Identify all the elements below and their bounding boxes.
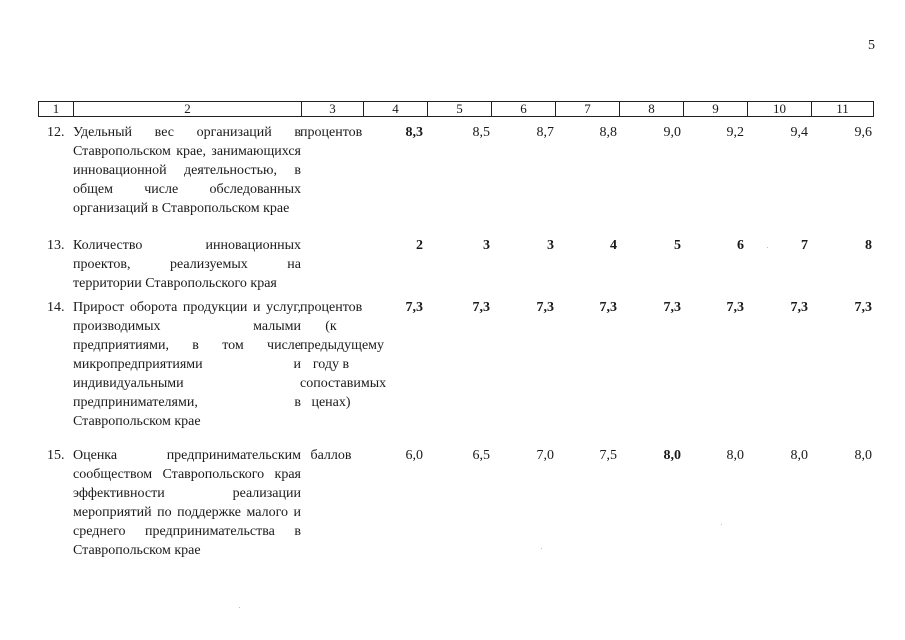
value-cell: 7,0 <box>536 448 554 463</box>
value-cell: 3 <box>547 238 554 253</box>
header-cell-2: 2 <box>73 102 301 116</box>
value-cell: 5 <box>674 238 681 253</box>
value-cell: 7,3 <box>663 300 681 315</box>
value-cell: 7,3 <box>405 300 423 315</box>
value-cell: 4 <box>610 238 617 253</box>
value-cell: 7,3 <box>790 300 808 315</box>
indicator-name: Удельный вес организаций в Ставропольском крае, занимающихся инновационной деятельностью, в общем числе обследованных организаций в Ставропольском крае <box>73 125 301 216</box>
header-cell-8: 8 <box>619 102 683 116</box>
table-header <box>38 101 874 117</box>
row-number: 12. <box>47 125 65 140</box>
value-cell: 9,2 <box>726 125 744 140</box>
indicator-name: Количество инновационных проектов, реализуемых на территории Ставропольского края <box>73 238 301 291</box>
value-cell: 6,5 <box>472 448 490 463</box>
value-cell: 7,5 <box>599 448 617 463</box>
unit-label: баллов <box>310 448 352 463</box>
value-cell: 3 <box>483 238 490 253</box>
value-cell: 6 <box>737 238 744 253</box>
page-number: 5 <box>868 38 875 53</box>
header-cell-7: 7 <box>555 102 619 116</box>
header-cell-10: 10 <box>747 102 811 116</box>
value-cell: 8,7 <box>536 125 554 140</box>
row-number: 14. <box>47 300 65 315</box>
value-cell: 7,3 <box>472 300 490 315</box>
value-cell: 6,0 <box>405 448 423 463</box>
value-cell: 7,3 <box>599 300 617 315</box>
indicator-name: Оценка предпринимательским сообществом Ставропольского края эффективности реализации мероприятий по поддержке малого и среднего предпринимательства в Ставропольском крае <box>73 448 301 558</box>
header-cell-9: 9 <box>683 102 747 116</box>
value-cell: 8,0 <box>854 448 872 463</box>
scan-speck <box>239 607 240 608</box>
header-cell-6: 6 <box>491 102 555 116</box>
value-cell: 8,3 <box>405 125 423 140</box>
value-cell: 8,0 <box>790 448 808 463</box>
header-cell-5: 5 <box>427 102 491 116</box>
value-cell: 7 <box>801 238 808 253</box>
scan-speck <box>767 247 768 248</box>
header-cell-4: 4 <box>363 102 427 116</box>
header-cell-3: 3 <box>301 102 363 116</box>
value-cell: 9,4 <box>790 125 808 140</box>
value-cell: 7,3 <box>536 300 554 315</box>
scan-speck <box>541 548 542 549</box>
indicator-name: Прирост оборота продукции и услуг, производимых малыми предприятиями, в том числе микропредприятиями и индивидуальными предпринимателями, в Ставропольском крае <box>73 300 301 429</box>
value-cell: 8,0 <box>726 448 744 463</box>
value-cell: 8,0 <box>663 448 681 463</box>
value-cell: 7,3 <box>726 300 744 315</box>
unit-label: процентов (к предыдущему году в сопоставимых ценах) <box>300 300 387 410</box>
value-cell: 9,6 <box>854 125 872 140</box>
value-cell: 8,8 <box>599 125 617 140</box>
scan-speck <box>721 524 722 525</box>
unit-label: процентов <box>300 125 363 140</box>
row-number: 15. <box>47 448 65 463</box>
header-cell-1: 1 <box>52 101 60 116</box>
value-cell: 8 <box>865 238 872 253</box>
value-cell: 7,3 <box>854 300 872 315</box>
value-cell: 8,5 <box>472 125 490 140</box>
row-number: 13. <box>47 238 65 253</box>
value-cell: 2 <box>416 238 423 253</box>
header-cell-11: 11 <box>811 102 873 116</box>
value-cell: 9,0 <box>663 125 681 140</box>
